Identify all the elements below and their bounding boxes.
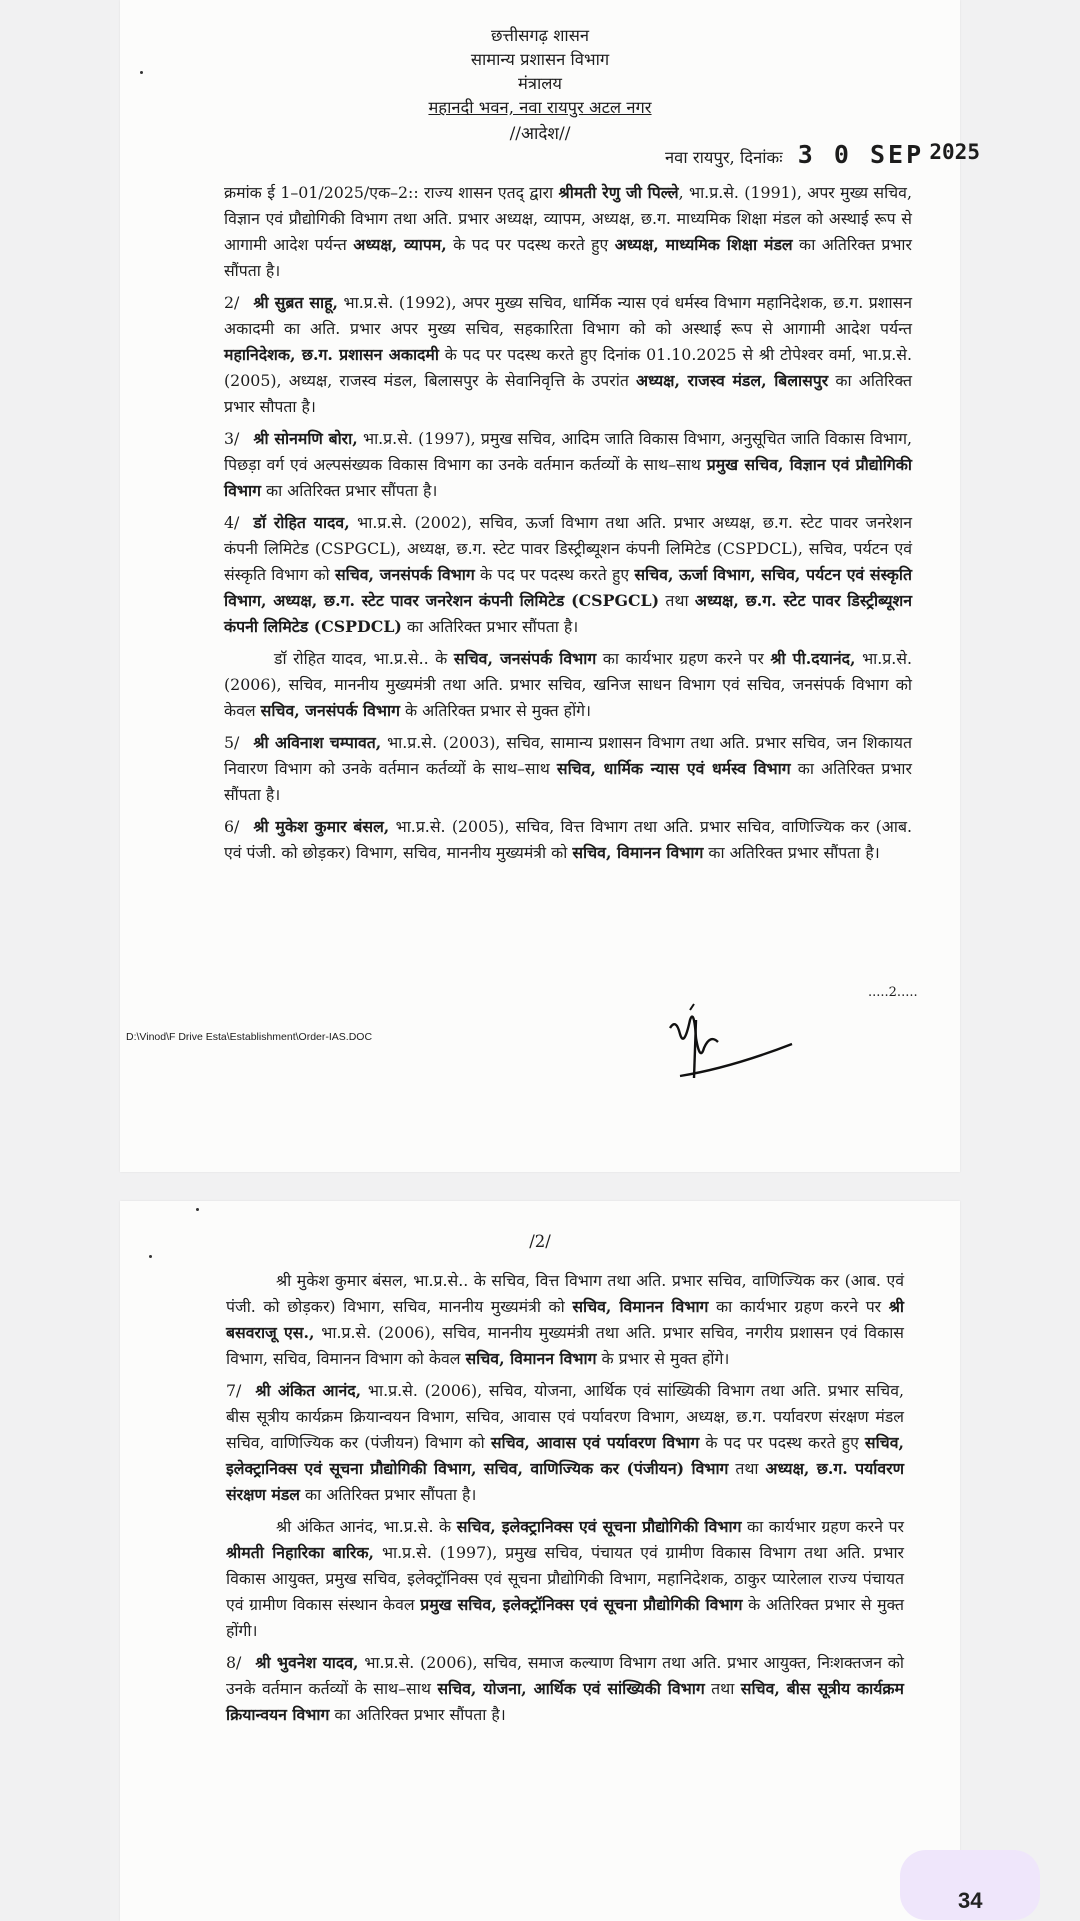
paragraph-7-continued: श्री अंकित आनंद, भा.प्र.से. के सचिव, इलेक्ट्रानिक्स एवं सूचना प्रौद्योगिकी विभाग का कार्यभार ग्रहण करने पर श्रीमती निहारिका बारिक, भा.प्र.से. (1997), प्रमुख सचिव, पंचायत एवं ग्रामीण विकास विभाग तथा अति. प्रभार विकास आयुक्त, प्रमुख सचिव, इलेक्ट्रॉनिक्स एवं सूचना प्रौद्योगिकी विभाग, महानिदेशक, ठाकुर प्यारेलाल राज्य पंचायत एवं ग्रामीण विकास संस्थान केवल प्रमुख सचिव, इलेक्ट्रॉनिक्स एवं सूचना प्रौद्योगिकी विभाग के अतिरिक्त प्रभार से मुक्त होंगी।	[226, 1517, 905, 1640]
scan-speck	[196, 1208, 199, 1211]
scroll-down-icon: 34	[958, 1888, 983, 1913]
header-government: छत्तीसगढ़ शासन	[490, 26, 590, 45]
date-stamp-year: 2025	[929, 140, 980, 164]
paragraph-5: 5/ श्री अविनाश चम्पावत, भा.प्र.से. (2003), सचिव, सामान्य प्रशासन विभाग तथा अति. प्रभार सचिव, जन शिकायत निवारण विभाग को उनके वर्तमान कर्तव्यों के साथ–साथ सचिव, धार्मिक न्यास एवं धर्मस्व विभाग का अतिरिक्त प्रभार सौंपता है।	[224, 733, 912, 804]
page-continuation: .....2.....	[868, 985, 918, 1000]
header-ministry: मंत्रालय	[517, 74, 562, 93]
paragraph-1: क्रमांक ई 1–01/2025/एक–2:: राज्य शासन एतद् द्वारा श्रीमती रेणु जी पिल्ले, भा.प्र.से. (1991), अपर मुख्य सचिव, विज्ञान एवं प्रौद्योगिकी विभाग तथा अति. प्रभार अध्यक्ष, व्यापम, अध्यक्ष, छ.ग. माध्यमिक शिक्षा मंडल को अस्थाई रूप से आगामी आदेश पर्यन्त अध्यक्ष, व्यापम, के पद पर पदस्थ करते हुए अध्यक्ष, माध्यमिक शिक्षा मंडल का अतिरिक्त प्रभार सौंपता है।	[224, 183, 912, 280]
order-body-page-1	[224, 180, 912, 872]
order-title: //आदेश//	[509, 124, 571, 144]
file-path: D:\Vinod\F Drive Esta\Establishment\Order-IAS.DOC	[126, 1031, 373, 1043]
order-body-page-2	[226, 1268, 904, 1734]
paragraph-6-continued: श्री मुकेश कुमार बंसल, भा.प्र.से.. के सचिव, वित्त विभाग तथा अति. प्रभार सचिव, वाणिज्यिक कर (आब. एवं पंजी. को छोड़कर) विभाग, सचिव, माननीय मुख्यमंत्री को सचिव, विमानन विभाग का कार्यभार ग्रहण करने पर श्री बसवराजू एस., भा.प्र.से. (2006), सचिव, माननीय मुख्यमंत्री तथा अति. प्रभार सचिव, नगरीय प्रशासन एवं विकास विभाग, सचिव, विमानन विभाग को केवल सचिव, विमानन विभाग के प्रभार से मुक्त होंगे।	[226, 1271, 904, 1368]
scroll-down-button[interactable]	[900, 1850, 1040, 1920]
paragraph-6: 6/ श्री मुकेश कुमार बंसल, भा.प्र.से. (2005), सचिव, वित्त विभाग तथा अति. प्रभार सचिव, वाणिज्यिक कर (आब. एवं पंजी. को छोड़कर) विभाग, सचिव, माननीय मुख्यमंत्री को सचिव, विमानन विभाग का अतिरिक्त प्रभार सौंपता है।	[224, 817, 912, 862]
header-address: महानदी भवन, नवा रायपुर अटल नगर	[428, 98, 652, 117]
document-header	[0, 24, 1080, 146]
paragraph-3: 3/ श्री सोनमणि बोरा, भा.प्र.से. (1997), प्रमुख सचिव, आदिम जाति विकास विभाग, अनुसूचित जाति विकास विभाग, पिछड़ा वर्ग एवं अल्पसंख्यक विकास विभाग का उनके वर्तमान कर्तव्यों के साथ–साथ प्रमुख सचिव, विज्ञान एवं प्रौद्योगिकी विभाग का अतिरिक्त प्रभार सौंपता है।	[224, 429, 912, 500]
paragraph-4-continued: डॉ रोहित यादव, भा.प्र.से.. के सचिव, जनसंपर्क विभाग का कार्यभार ग्रहण करने पर श्री पी.दयानंद, भा.प्र.से. (2006), सचिव, माननीय मुख्यमंत्री तथा अति. प्रभार सचिव, खनिज साधन विभाग एवं सचिव, जनसंपर्क विभाग को केवल सचिव, जनसंपर्क विभाग के अतिरिक्त प्रभार से मुक्त होंगे।	[224, 649, 912, 720]
place-date-label: नवा रायपुर, दिनांकः	[665, 148, 783, 167]
officer-signature	[660, 998, 800, 1092]
paragraph-8: 8/ श्री भुवनेश यादव, भा.प्र.से. (2006), सचिव, समाज कल्याण विभाग तथा अति. प्रभार आयुक्त, निःशक्तजन को उनके वर्तमान कर्तव्यों के साथ–साथ सचिव, योजना, आर्थिक एवं सांख्यिकी विभाग तथा सचिव, बीस सूत्रीय कार्यक्रम क्रियान्वयन विभाग का अतिरिक्त प्रभार सौंपता है।	[226, 1653, 904, 1724]
paragraph-7: 7/ श्री अंकित आनंद, भा.प्र.से. (2006), सचिव, योजना, आर्थिक एवं सांख्यिकी विभाग तथा अति. प्रभार सचिव, बीस सूत्रीय कार्यक्रम क्रियान्वयन विभाग, सचिव, आवास एवं पर्यावरण विभाग, अध्यक्ष, छ.ग. पर्यावरण संरक्षण मंडल सचिव, वाणिज्यिक कर (पंजीयन) विभाग को सचिव, आवास एवं पर्यावरण विभाग के पद पर पदस्थ करते हुए सचिव, इलेक्ट्रानिक्स एवं सूचना प्रौद्योगिकी विभाग, सचिव, वाणिज्यिक कर (पंजीयन) विभाग तथा अध्यक्ष, छ.ग. पर्यावरण संरक्षण मंडल का अतिरिक्त प्रभार सौंपता है।	[226, 1381, 905, 1504]
page-2-number: /2/	[529, 1232, 551, 1251]
scan-speck	[149, 1255, 152, 1258]
place-date-line	[665, 140, 980, 169]
header-department: सामान्य प्रशासन विभाग	[470, 50, 610, 69]
paragraph-4: 4/ डॉ रोहित यादव, भा.प्र.से. (2002), सचिव, ऊर्जा विभाग तथा अति. प्रभार अध्यक्ष, छ.ग. स्टेट पावर जनरेशन कंपनी लिमिटेड (CSPGCL), अध्यक्ष, छ.ग. स्टेट पावर डिस्ट्रीब्यूशन कंपनी लिमिटेड (CSPDCL), सचिव, पर्यटन एवं संस्कृति विभाग को सचिव, जनसंपर्क विभाग के पद पर पदस्थ करते हुए सचिव, ऊर्जा विभाग, सचिव, पर्यटन एवं संस्कृति विभाग, अध्यक्ष, छ.ग. स्टेट पावर जनरेशन कंपनी लिमिटेड (CSPGCL) तथा अध्यक्ष, छ.ग. स्टेट पावर डिस्ट्रीब्यूशन कंपनी लिमिटेड (CSPDCL) का अतिरिक्त प्रभार सौंपता है।	[224, 513, 913, 636]
paragraph-2: 2/ श्री सुब्रत साहू, भा.प्र.से. (1992), अपर मुख्य सचिव, धार्मिक न्यास एवं धर्मस्व विभाग महानिदेशक, छ.ग. प्रशासन अकादमी का अति. प्रभार अपर मुख्य सचिव, सहकारिता विभाग को को अस्थाई रूप से आगामी आदेश पर्यन्त महानिदेशक, छ.ग. प्रशासन अकादमी के पद पर पदस्थ करते हुए दिनांक 01.10.2025 से श्री टोपेश्वर वर्मा, भा.प्र.से. (2005), अध्यक्ष, राजस्व मंडल, बिलासपुर के सेवानिवृत्ति के उपरांत अध्यक्ष, राजस्व मंडल, बिलासपुर का अतिरिक्त प्रभार सौपता है।	[224, 293, 912, 416]
date-stamp: 3 0 SEP	[797, 140, 925, 169]
